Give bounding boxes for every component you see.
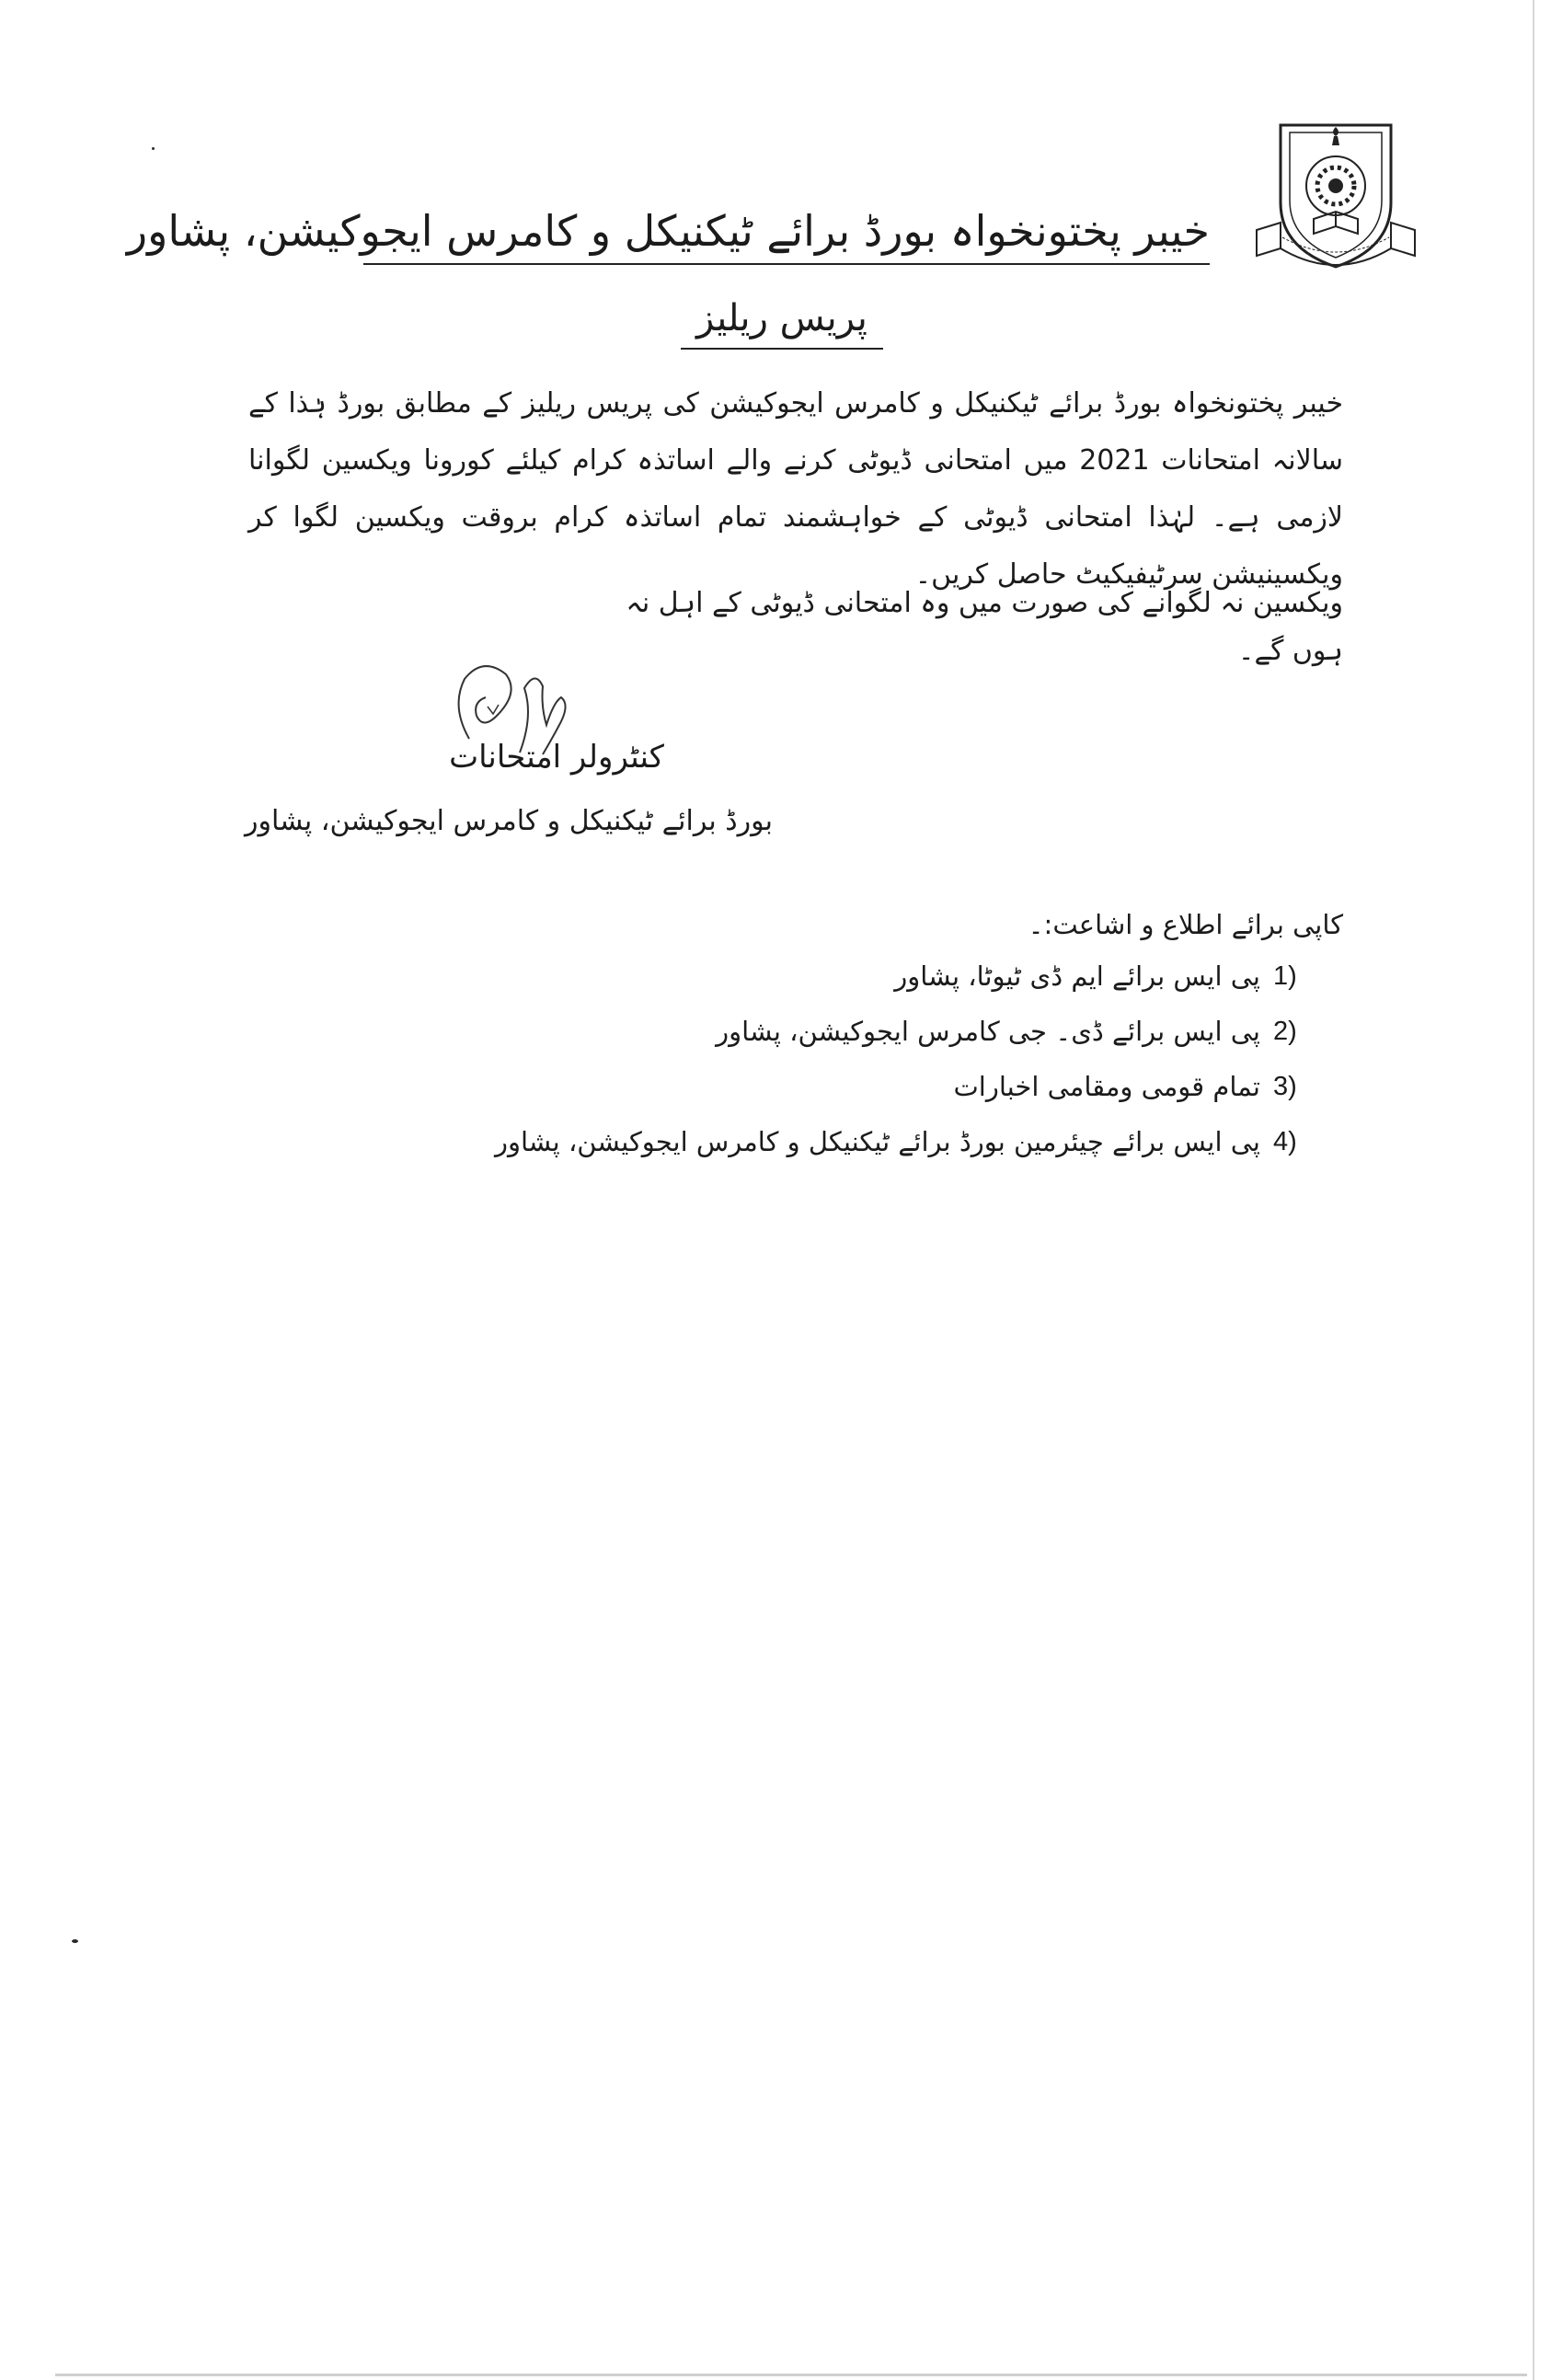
- body-paragraph-note: ویکسین نہ لگوانے کی صورت میں وہ امتحانی ڈیوٹی کے اہل نہ ہوں گے۔: [626, 587, 1343, 667]
- list-item-text: تمام قومی ومقامی اخبارات: [953, 1071, 1260, 1102]
- list-item: [494, 1119, 1343, 1174]
- scan-edge-bottom: [55, 2374, 1527, 2376]
- list-item-text: پی ایس برائے چیئرمین بورڈ برائے ٹیکنیکل و کامرس ایجوکیشن، پشاور: [494, 1126, 1260, 1157]
- document-title: خیبر پختونخواہ بورڈ برائے ٹیکنیکل و کامرس ایجوکیشن، پشاور: [126, 206, 1210, 256]
- list-item: [515, 1064, 1343, 1119]
- list-item-number: 1): [1273, 961, 1297, 991]
- title-underline: [363, 263, 1210, 265]
- list-item-number: 3): [1273, 1072, 1297, 1101]
- list-item-number: 2): [1273, 1017, 1297, 1046]
- scan-speck: [152, 147, 155, 150]
- list-item-text: پی ایس برائے ڈی۔ جی کامرس ایجوکیشن، پشاور: [716, 1016, 1260, 1047]
- list-item-number: 4): [1273, 1127, 1297, 1156]
- copy-for-information-heading: کاپی برائے اطلاع و اشاعت:۔: [1028, 909, 1343, 940]
- board-emblem-logo: [1244, 120, 1428, 274]
- scan-edge-right: [1533, 0, 1534, 2380]
- document-subtitle: پریس ریلیز: [696, 297, 867, 339]
- list-item: [515, 953, 1343, 1008]
- list-item-text: پی ایس برائے ایم ڈی ٹیوٹا، پشاور: [894, 960, 1260, 992]
- body-paragraph: خیبر پختونخواہ بورڈ برائے ٹیکنیکل و کامرس ایجوکیشن کی پریس ریلیز کے مطابق بورڈ ہٰذا کے سالانہ امتحانات 2021 میں امتحانی ڈیوٹی کرنے والے اساتذہ کرام کیلئے کورونا ویکسین لگوانا لازمی ہے۔ لہٰذا امتحانی ڈیوٹی کے خواہشمند تمام اساتذہ کرام بروقت ویکسین لگوا کر ویکسینیشن سرٹیفیکیٹ حاصل کریں۔: [248, 387, 1343, 591]
- signatory-title: کنٹرولر امتحانات: [449, 739, 664, 776]
- copy-distribution-list: [494, 953, 1343, 1174]
- signatory-organization: بورڈ برائے ٹیکنیکل و کامرس ایجوکیشن، پشاور: [245, 805, 773, 837]
- list-item: [515, 1008, 1343, 1064]
- scan-speck: [72, 1939, 78, 1943]
- subtitle-underline: [681, 348, 883, 350]
